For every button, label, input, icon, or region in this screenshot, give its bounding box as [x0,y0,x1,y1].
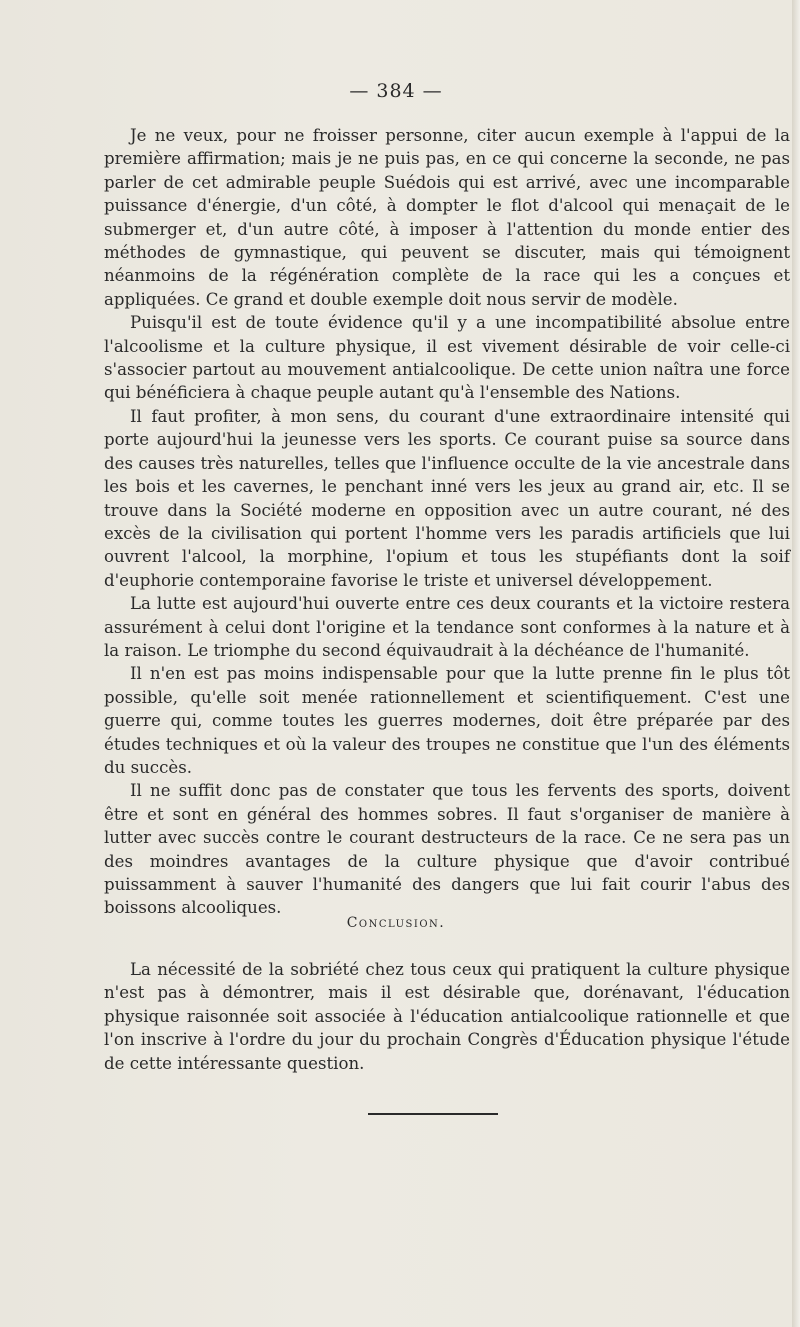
paragraph: Il n'en est pas moins indispensable pour que la lutte prenne fin le plus tôt possible, qu'elle soit menée rationnellement et scientifiquement. C'est une guerre qui, comme toutes les guerres modernes, doit être préparée par des études techniques et où la valeur des troupes ne constitue que l'un des éléments du succès. [104,664,790,777]
end-rule [368,1113,498,1115]
conclusion-text [104,958,790,1075]
page-edge [792,0,800,1327]
paragraph: Il faut profiter, à mon sens, du courant d'une extraordinaire intensité qui porte aujourd'hui la jeunesse vers les sports. Ce courant puise sa source dans des causes très naturelles, telles que l'influence occulte de la vie ancestrale dans les bois et les cavernes, le penchant inné vers les jeux au grand air, etc. Il se trouve dans la Société moderne en opposition avec un autre courant, né des excès de la civilisation qui portent l'homme vers les paradis artificiels que lui ouvrent l'alcool, la morphine, l'opium et tous les stupéfiants dont la soif d'euphorie contemporaine favorise le triste et universel développement. [104,406,790,590]
paragraph: Il ne suffit donc pas de constater que tous les fervents des sports, doivent être et sont en général des hommes sobres. Il faut s'organiser de manière à lutter avec succès contre le courant destructeurs de la race. Ce ne sera pas un des moindres avantages de la culture physique que d'avoir contribué puissamment à sauver l'humanité des dangers que lui fait courir l'abus des boissons alcooliques. [104,781,790,918]
page-number: — 384 — [349,80,443,102]
conclusion-paragraph: La nécessité de la sobriété chez tous ceux qui pratiquent la culture physique n'est pas à démontrer, mais il est désirable que, dorénavant, l'éducation physique raisonnée soit associée à l'éducation antialcoolique rationnelle et que l'on inscrive à l'ordre du jour du prochain Congrès d'Éducation physique l'étude de cette intéressante question. [104,960,790,1073]
paragraph: La lutte est aujourd'hui ouverte entre ces deux courants et la victoire restera assurément à celui dont l'origine et la tendance sont conformes à la nature et à la raison. Le triomphe du second équivaudrait à la déchéance de l'humanité. [104,594,790,660]
paragraph: Puisqu'il est de toute évidence qu'il y a une incompatibilité absolue entre l'alcoolisme et la culture physique, il est vivement désirable de voir celle-ci s'associer partout au mouvement antialcoolique. De cette union naîtra une force qui bénéficiera à chaque peuple autant qu'à l'ensemble des Nations. [104,313,790,403]
section-heading: Conclusion. [346,915,446,931]
paragraph: Je ne veux, pour ne froisser personne, citer aucun exemple à l'appui de la première affirmation; mais je ne puis pas, en ce qui concerne la seconde, ne pas parler de cet admirable peuple Suédois qui est arrivé, avec une incomparable puissance d'énergie, d'un côté, à dompter le flot d'alcool qui menaçait de le submerger et, d'un autre côté, à imposer à l'attention du monde entier des méthodes de gymnastique, qui peuvent se discuter, mais qui témoignent néanmoins de la régénération complète de la race qui les a conçues et appliquées. Ce grand et double exemple doit nous servir de modèle. [104,126,790,309]
body-text [104,124,790,920]
